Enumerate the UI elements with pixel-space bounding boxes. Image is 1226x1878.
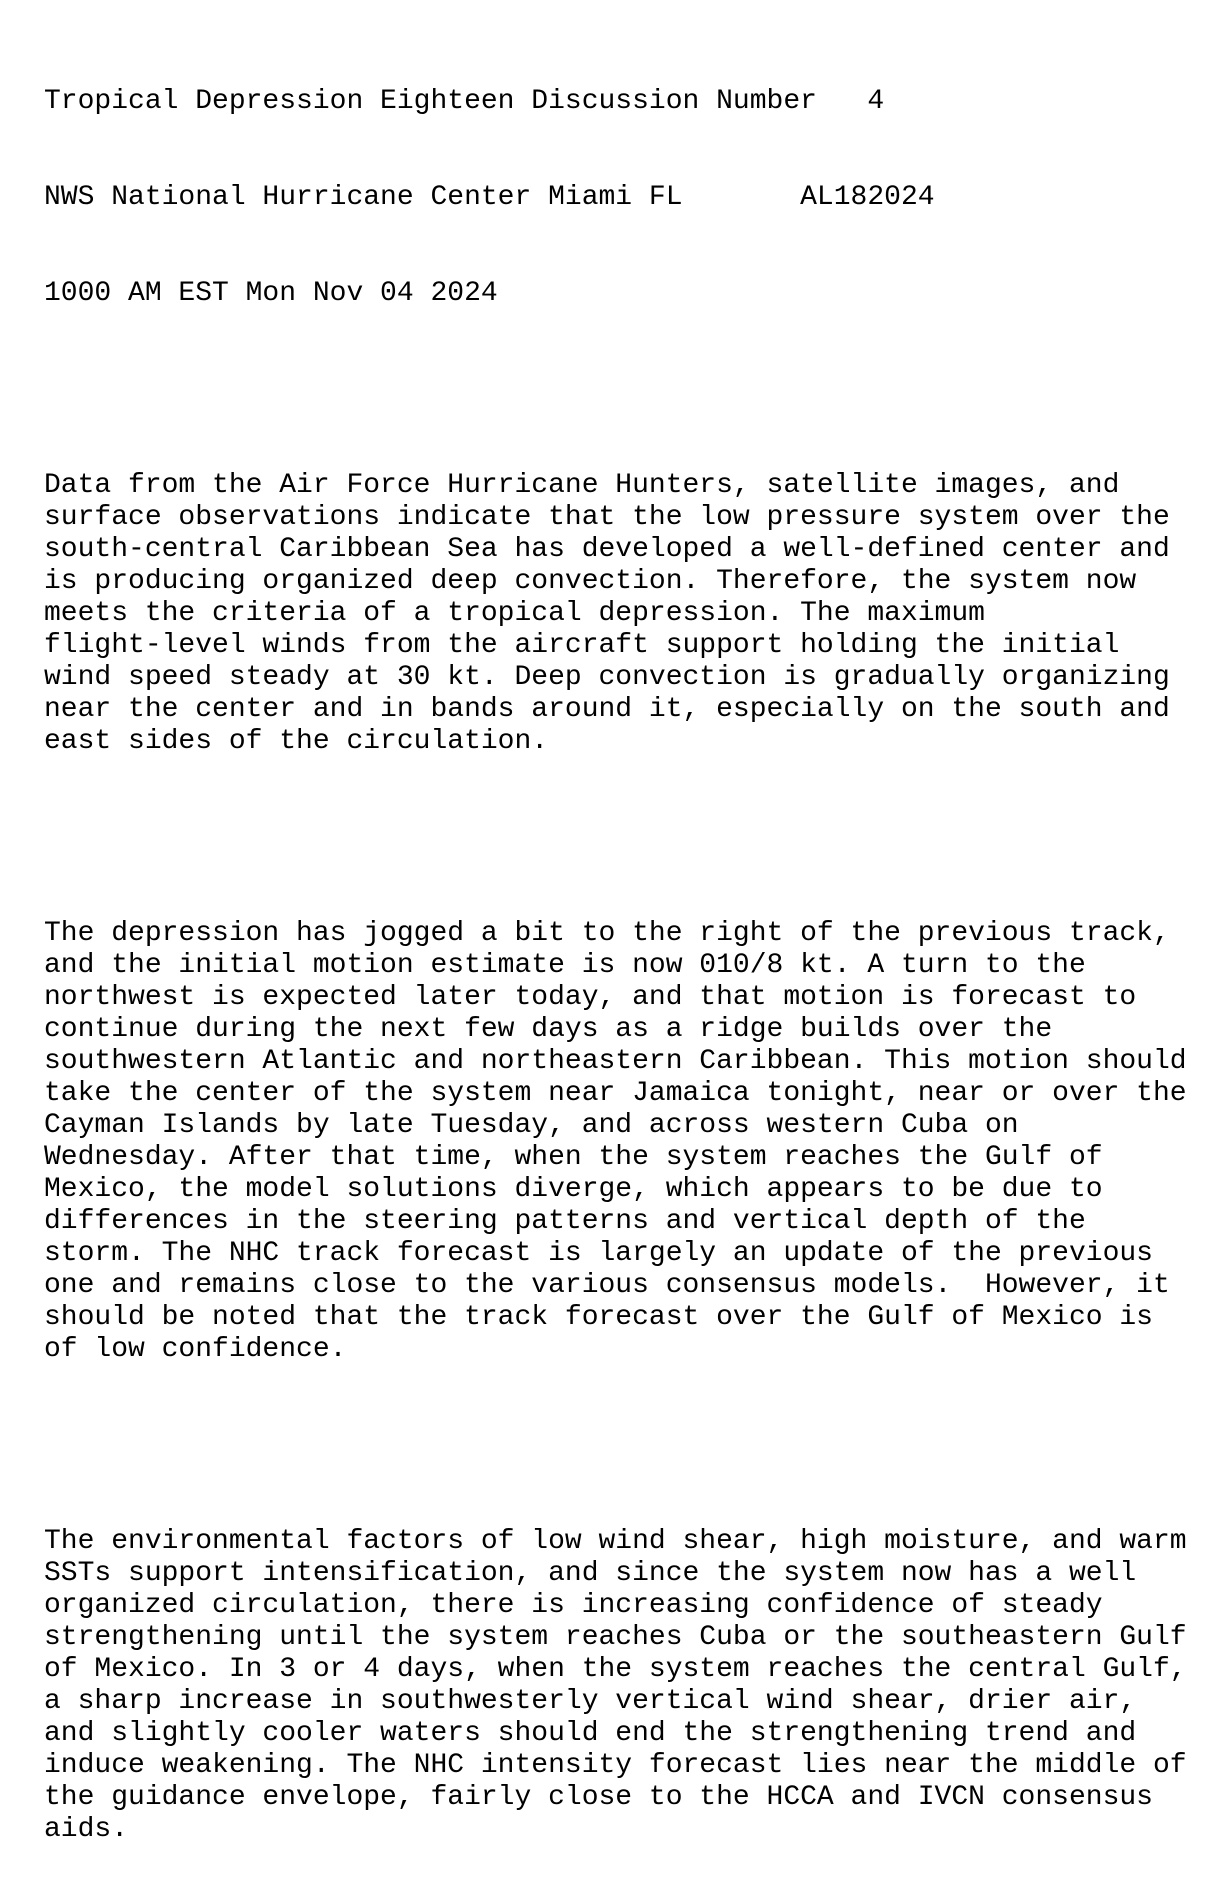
paragraph-intensity-forecast: The environmental factors of low wind shear, high moisture, and warm SSTs support intensification, and since the system now has a well organized circulation, there is increasing confidence of steady strengthening until the system reaches Cuba or the southeastern Gulf of Mexico. In 3 or 4 days, when the system reaches the central Gulf, a sharp increase in southwesterly vertical wind shear, drier air, and slightly cooler waters should end the strengthening trend and induce weakening. The NHC intensity forecast lies near the middle of the guidance envelope, fairly close to the HCCA and IVCN consensus aids. [44,1526,1187,1845]
paragraph-track-forecast: The depression has jogged a bit to the right of the previous track, and the initial motion estimate is now 010/8 kt. A turn to the northwest is expected later today, and that motion is forecast to continue during the next few days as a ridge builds over the southwestern Atlantic and northeastern Caribbean. This motion should take the center of the system near Jamaica tonight, near or over the Cayman Islands by late Tuesday, and across western Cuba on Wednesday. After that time, when the system reaches the Gulf of Mexico, the model solutions diverge, which appears to be due to differences in the steering patterns and vertical depth of the storm. The NHC track forecast is largely an update of the previous one and remains close to the various consensus models. However, it should be noted that the track forecast over the Gulf of Mexico is of low confidence. [44,918,1187,1365]
discussion-document [44,22,1187,1878]
issue-timestamp: 1000 AM EST Mon Nov 04 2024 [44,278,498,309]
paragraph-spacer [44,1430,1187,1462]
issuing-office: NWS National Hurricane Center Miami FL AL182024 [44,182,935,213]
paragraph-initial-assessment: Data from the Air Force Hurricane Hunters, satellite images, and surface observations indicate that the low pressure system over the south-central Caribbean Sea has developed a well-defined center and is producing organized deep convection. Therefore, the system now meets the criteria of a tropical depression. The maximum flight-level winds from the aircraft support holding the initial wind speed steady at 30 kt. Deep convection is gradually organizing near the center and in bands around it, especially on the south and east sides of the circulation. [44,470,1170,757]
paragraph-spacer [44,822,1187,854]
paragraph-spacer [44,374,1187,406]
discussion-title: Tropical Depression Eighteen Discussion Number 4 [44,86,885,117]
